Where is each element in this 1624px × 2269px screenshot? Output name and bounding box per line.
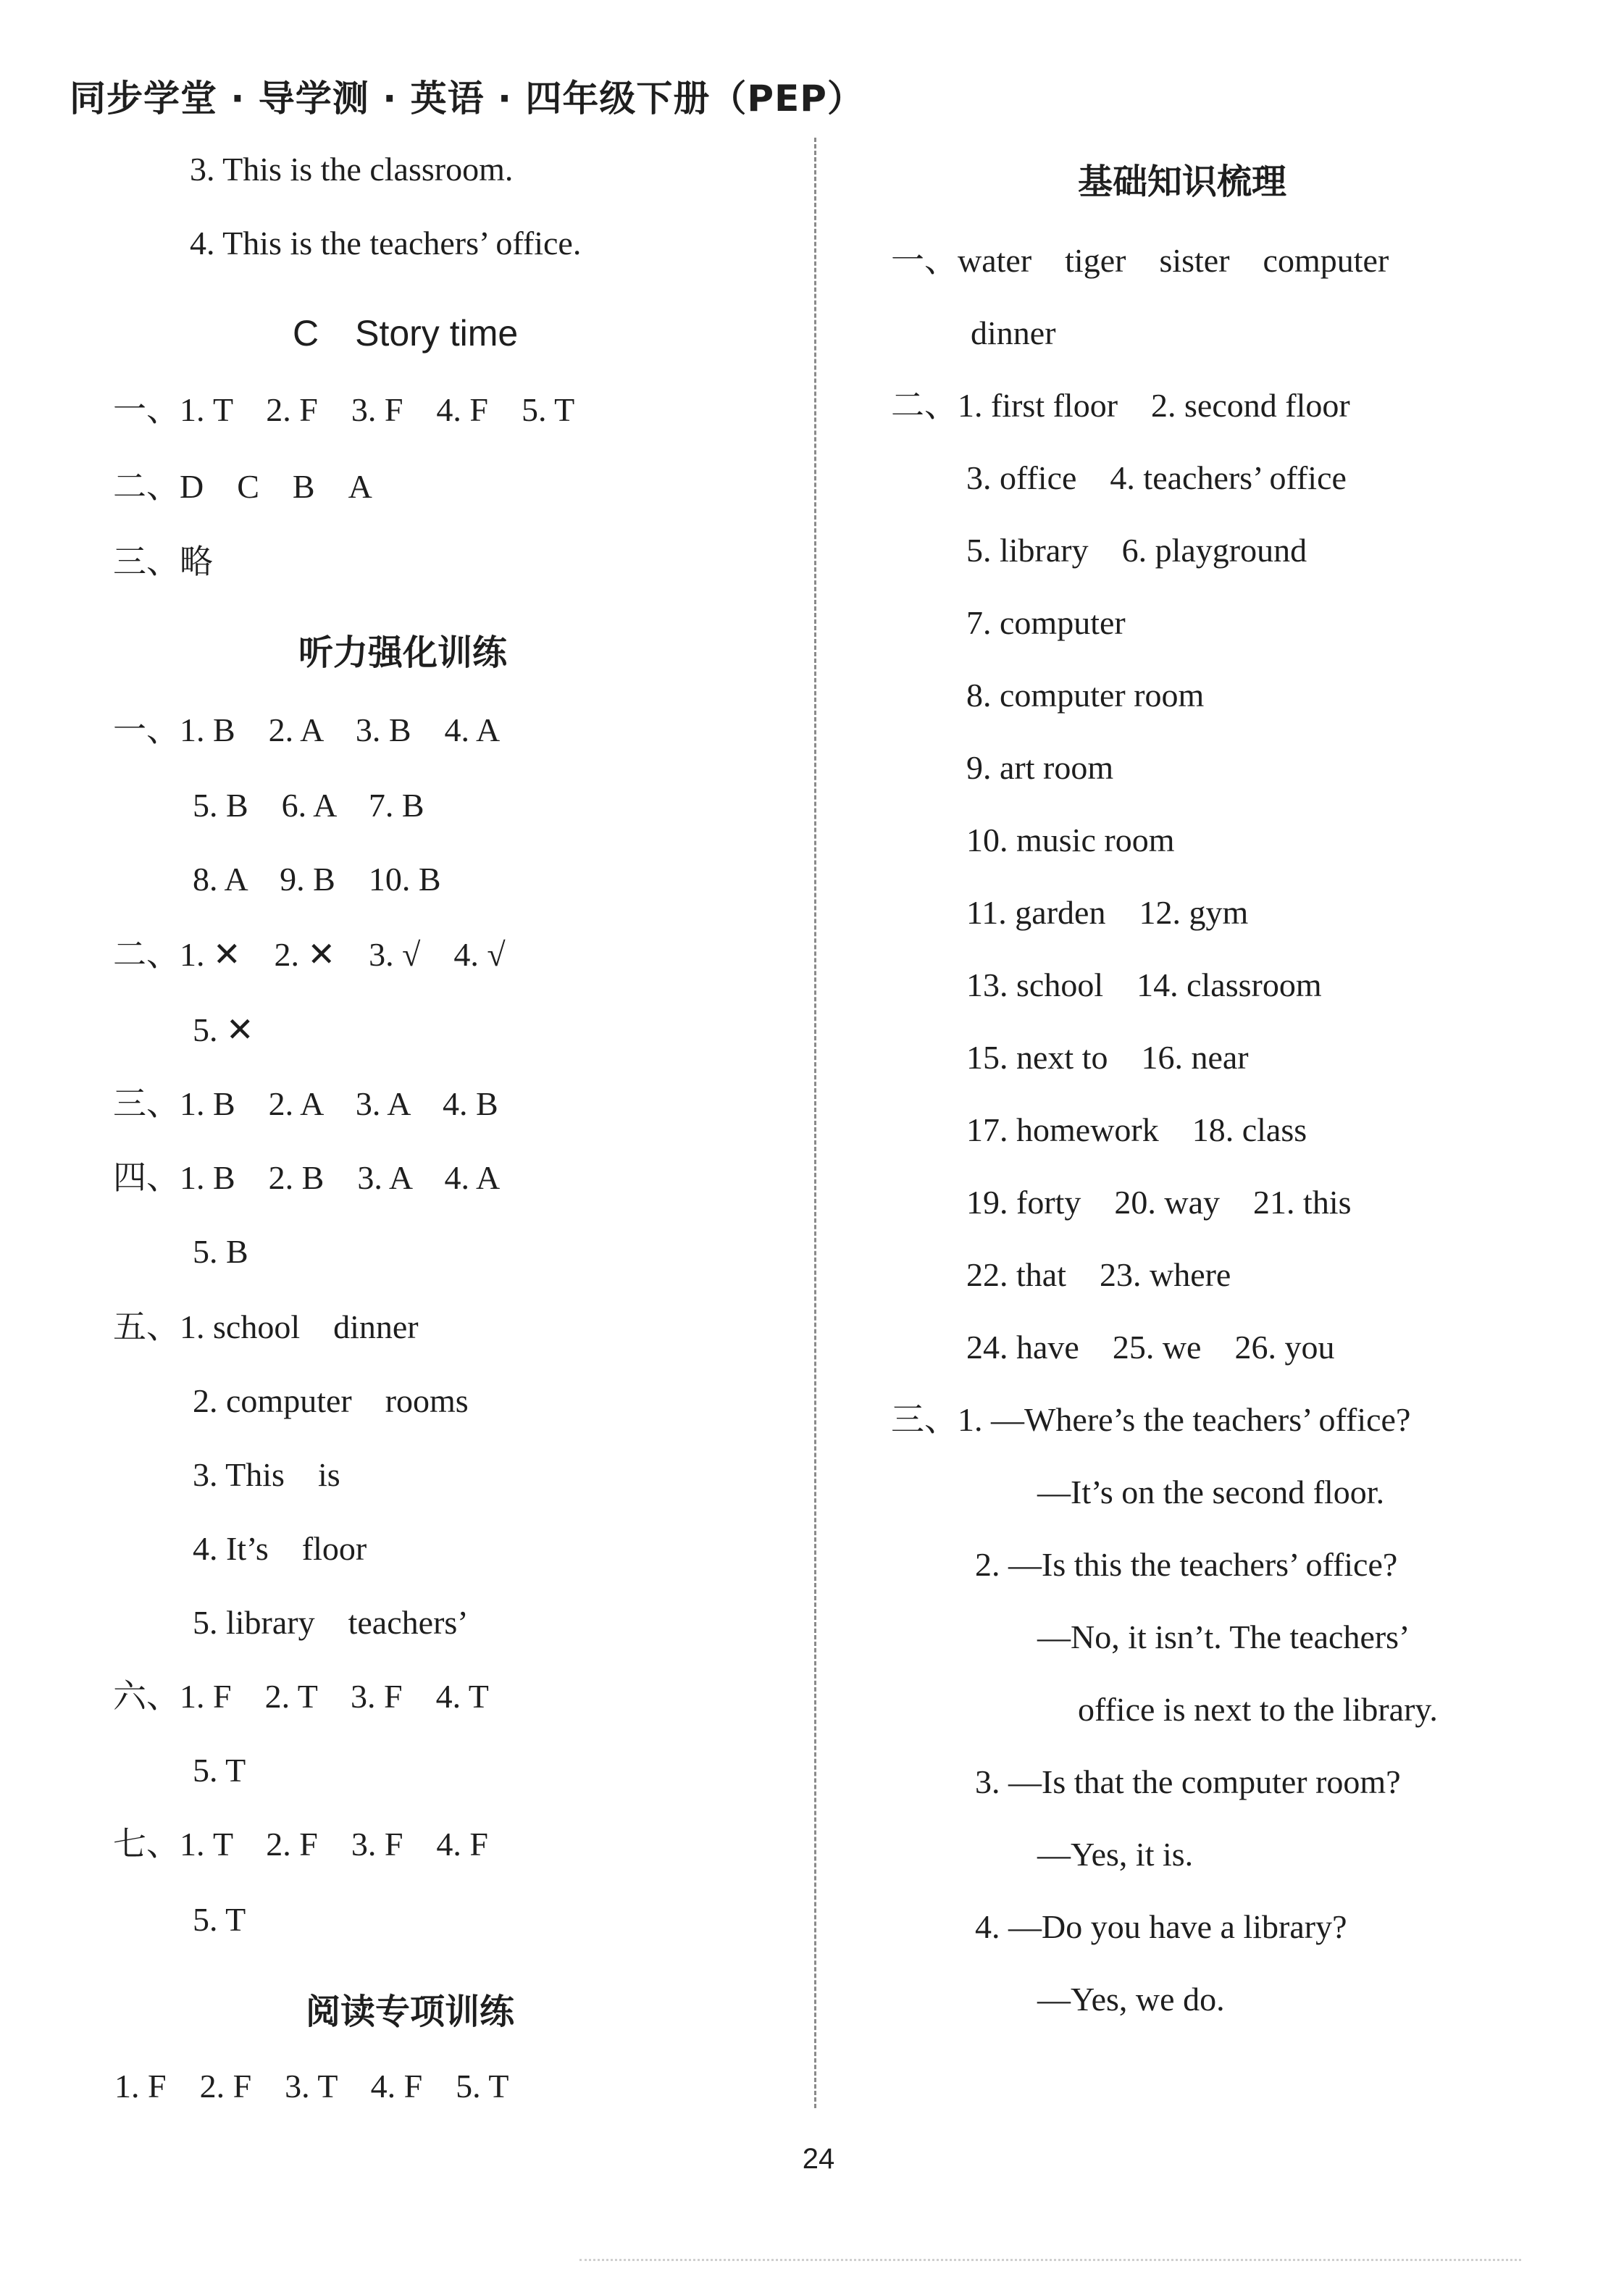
section-title-reading: 阅读专项训练 xyxy=(306,1992,515,2032)
answer-line: 1. F 2. F 3. T 4. F 5. T xyxy=(114,2068,509,2105)
answer-line: 5. B 6. A 7. B xyxy=(193,787,424,824)
page-number: 24 xyxy=(802,2143,835,2175)
answer-line: dinner xyxy=(971,314,1056,351)
answer-line: 5. B xyxy=(193,1233,248,1270)
answer-line: 七、1. T 2. F 3. F 4. F xyxy=(113,1826,489,1863)
answer-line: —Yes, it is. xyxy=(1037,1836,1194,1873)
answer-line: 2. —Is this the teachers’ office? xyxy=(975,1546,1398,1583)
answer-line: 5. library teachers’ xyxy=(193,1604,469,1641)
answer-line: 8. A 9. B 10. B xyxy=(193,861,441,898)
answer-line: 二、D C B A xyxy=(113,468,372,505)
answer-line: 8. computer room xyxy=(966,677,1205,714)
answer-line: 六、1. F 2. T 3. F 4. T xyxy=(113,1678,489,1715)
answer-line: 5. library 6. playground xyxy=(966,532,1307,569)
answer-line: 13. school 14. classroom xyxy=(966,966,1322,1003)
answer-line: 2. computer rooms xyxy=(193,1382,469,1419)
answer-line: 5. T xyxy=(193,1901,246,1938)
answer-line: 一、1. T 2. F 3. F 4. F 5. T xyxy=(113,391,575,428)
answer-line: 19. forty 20. way 21. this xyxy=(966,1184,1352,1221)
answer-line: 9. art room xyxy=(966,749,1114,786)
answer-line: 10. music room xyxy=(966,822,1175,858)
answer-line: —It’s on the second floor. xyxy=(1037,1474,1385,1510)
answer-line: 3. This is the classroom. xyxy=(190,151,514,188)
section-title-basics: 基础知识梳理 xyxy=(1078,162,1287,202)
answer-line: 二、1. ✕ 2. ✕ 3. √ 4. √ xyxy=(113,936,506,973)
answer-line: 22. that 23. where xyxy=(966,1256,1231,1293)
answer-line: 四、1. B 2. B 3. A 4. A xyxy=(113,1159,501,1196)
answer-line: 11. garden 12. gym xyxy=(966,894,1249,931)
answer-line: 三、1. —Where’s the teachers’ office? xyxy=(891,1401,1411,1438)
answer-line: 二、1. first floor 2. second floor xyxy=(891,387,1350,424)
section-title-story-time: C Story time xyxy=(293,313,519,354)
answer-line: 五、1. school dinner xyxy=(113,1308,419,1345)
answer-line: 一、1. B 2. A 3. B 4. A xyxy=(113,711,501,748)
answer-line: 三、1. B 2. A 3. A 4. B xyxy=(113,1085,498,1122)
answer-line: 5. ✕ xyxy=(193,1011,254,1048)
section-title-listening: 听力强化训练 xyxy=(298,632,508,673)
answer-line: office is next to the library. xyxy=(1078,1691,1438,1728)
answer-line: 7. computer xyxy=(966,604,1126,641)
answer-line: 3. office 4. teachers’ office xyxy=(966,459,1347,496)
answer-line: 4. —Do you have a library? xyxy=(975,1908,1347,1945)
answer-line: 24. have 25. we 26. you xyxy=(966,1329,1335,1366)
answer-line: —Yes, we do. xyxy=(1037,1981,1225,2018)
answer-line: —No, it isn’t. The teachers’ xyxy=(1037,1618,1410,1655)
answer-line: 三、略 xyxy=(113,543,213,580)
answer-line: 17. homework 18. class xyxy=(966,1111,1307,1148)
answer-line: 4. It’s floor xyxy=(193,1530,367,1567)
answer-line: 15. next to 16. near xyxy=(966,1039,1249,1076)
answer-line: 4. This is the teachers’ office. xyxy=(190,225,582,262)
answer-line: 3. This is xyxy=(193,1456,340,1493)
column-divider xyxy=(814,138,816,2108)
answer-line: 3. —Is that the computer room? xyxy=(975,1763,1401,1800)
scan-artifact-line xyxy=(579,2259,1521,2264)
answer-line: 一、water tiger sister computer xyxy=(891,242,1389,279)
page-header: 同步学堂 · 导学测 · 英语 · 四年级下册（PEP） xyxy=(70,78,864,120)
answer-line: 5. T xyxy=(193,1752,246,1789)
